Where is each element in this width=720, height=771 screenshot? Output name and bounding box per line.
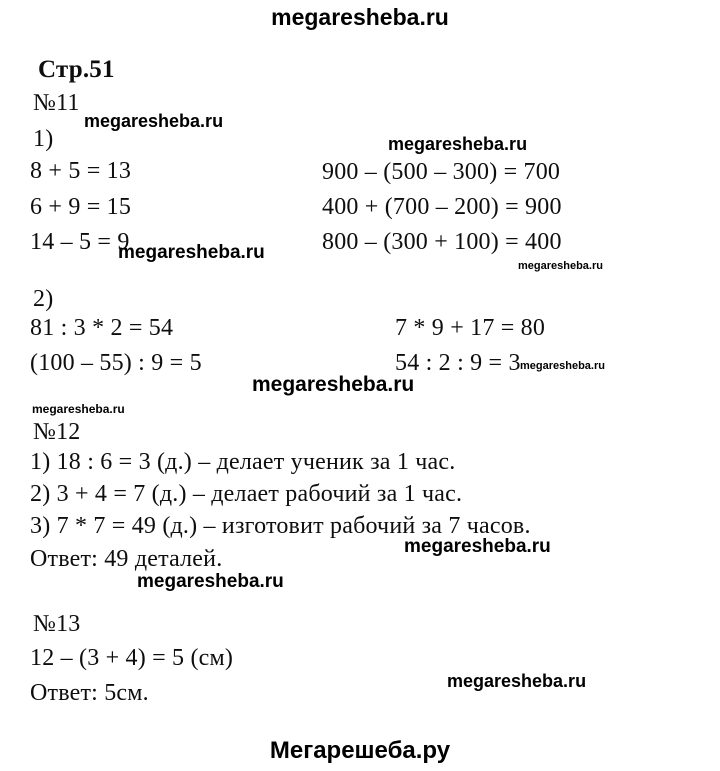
equation-task11-p1-left-3: 14 – 5 = 9 [30, 229, 130, 255]
task12-solution-line: 2) 3 + 4 = 7 (д.) – делает рабочий за 1 час. [30, 481, 463, 507]
equation-task11-p1-right-1: 900 – (500 – 300) = 700 [322, 159, 561, 185]
watermark: megaresheba.ru [447, 671, 587, 691]
equation-task11-p1-left-1: 8 + 5 = 13 [30, 158, 132, 184]
watermark: megaresheba.ru [520, 360, 605, 372]
watermark: megaresheba.ru [404, 536, 551, 557]
site-watermark-header: megaresheba.ru [271, 4, 449, 30]
watermark: megaresheba.ru [137, 571, 284, 592]
task12-number: №12 [33, 419, 81, 445]
page-reference: Стр.51 [38, 56, 115, 83]
footer-brand: Мегарешеба.ру [269, 737, 451, 764]
watermark: megaresheba.ru [84, 111, 224, 131]
equation-task11-p1-left-2: 6 + 9 = 15 [30, 194, 132, 220]
watermark: megaresheba.ru [252, 373, 415, 396]
task13-number: №13 [33, 611, 81, 637]
watermark: megaresheba.ru [118, 242, 265, 263]
task12-solution-line: 3) 7 * 7 = 49 (д.) – изготовит рабочий за 7 часов. [30, 513, 531, 539]
task12-solution-line: 1) 18 : 6 = 3 (д.) – делает ученик за 1 час. [30, 449, 456, 475]
equation-task11-p2-right-1: 7 * 9 + 17 = 80 [395, 315, 546, 341]
task11-part1-label: 1) [33, 126, 54, 152]
equation-task11-p2-right-2: 54 : 2 : 9 = 3 [395, 350, 521, 376]
task13-solution-line: 12 – (3 + 4) = 5 (см) [30, 645, 234, 671]
watermark: megaresheba.ru [518, 260, 603, 272]
task11-number: №11 [33, 90, 80, 116]
task13-answer-line: Ответ: 5см. [30, 680, 149, 706]
equation-task11-p1-right-3: 800 – (300 + 100) = 400 [322, 229, 562, 255]
task11-part2-label: 2) [33, 286, 54, 312]
equation-task11-p2-left-2: (100 – 55) : 9 = 5 [30, 350, 202, 376]
watermark: megaresheba.ru [388, 134, 528, 154]
equation-task11-p2-left-1: 81 : 3 * 2 = 54 [30, 315, 174, 341]
watermark: megaresheba.ru [32, 402, 125, 416]
equation-task11-p1-right-2: 400 + (700 – 200) = 900 [322, 194, 562, 220]
task12-answer-line: Ответ: 49 деталей. [30, 546, 223, 572]
